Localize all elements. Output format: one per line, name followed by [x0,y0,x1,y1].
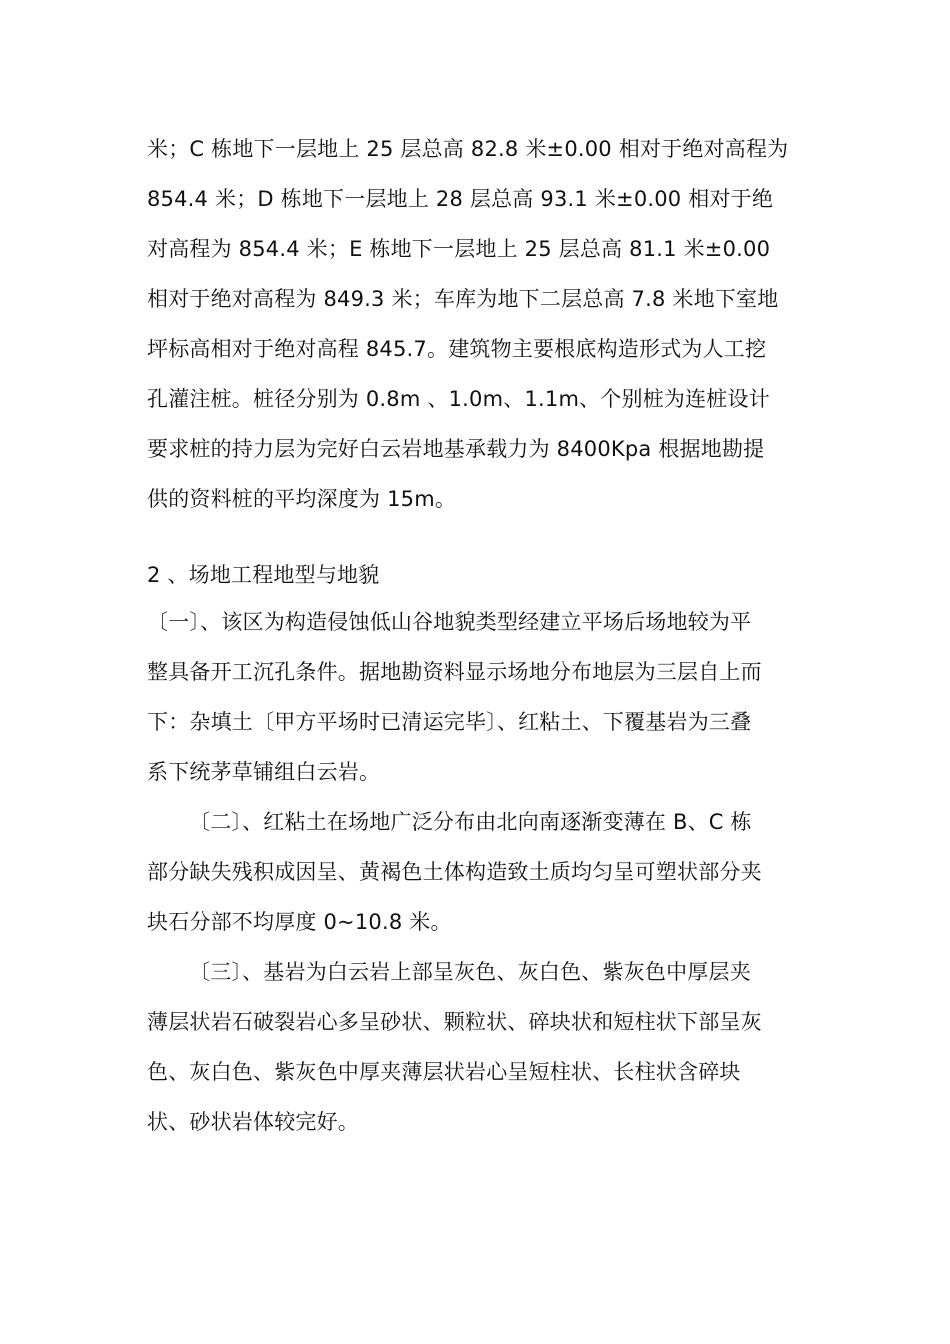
text-line: 系下统茅草铺组白云岩。 [147,760,381,784]
text-line: 要求桩的持力层为完好白云岩地基承载力为 8400Kpa 根据地勘提 [147,437,765,461]
text-line: 〔一〕、该区为构造侵蚀低山谷地貌类型经建立平场后场地较为平 [147,610,752,634]
text-line: 部分缺失残积成因呈、黄褐色土体构造致土质均匀呈可塑状部分夹 [147,860,762,884]
text-line: 坪标高相对于绝对高程 845.7。建筑物主要根底构造形式为人工挖 [147,337,767,361]
text-line: 854.4 米；D 栋地下一层地上 28 层总高 93.1 米±0.00 相对于绝 [147,187,774,211]
text-line: 〔三〕、基岩为白云岩上部呈灰色、灰白色、紫灰色中厚层夹 [189,960,751,984]
text-line: 薄层状岩石破裂岩心多呈砂状、颗粒状、碎块状和短柱状下部呈灰 [147,1010,762,1034]
text-line: 块石分部不均厚度 0~10.8 米。 [147,910,452,934]
text-line: 米；C 栋地下一层地上 25 层总高 82.8 米±0.00 相对于绝对高程为 [147,137,789,161]
text-line: 对高程为 854.4 米；E 栋地下一层地上 25 层总高 81.1 米±0.00 [147,237,771,261]
text-line: 相对于绝对高程为 849.3 米；车库为地下二层总高 7.8 米地下室地 [147,287,779,311]
text-line: 状、砂状岩体较完好。 [147,1110,359,1134]
text-line: 整具备开工沉孔条件。据地勘资料显示场地分布地层为三层自上而 [147,660,762,684]
text-line: 供的资料桩的平均深度为 15m。 [147,487,457,511]
text-line: 〔二〕、红粘土在场地广泛分布由北向南逐渐变薄在 B、C 栋 [189,810,752,834]
text-line: 色、灰白色、紫灰色中厚夹薄层状岩心呈短柱状、长柱状含碎块 [147,1060,741,1084]
text-line: 下：杂填土〔甲方平场时已清运完毕〕、红粘土、下覆基岩为三叠 [147,710,752,734]
section-heading: 2 、场地工程地型与地貌 [147,563,380,587]
text-line: 孔灌注桩。桩径分别为 0.8m 、1.0m、1.1m、个别桩为连桩设计 [147,387,770,411]
